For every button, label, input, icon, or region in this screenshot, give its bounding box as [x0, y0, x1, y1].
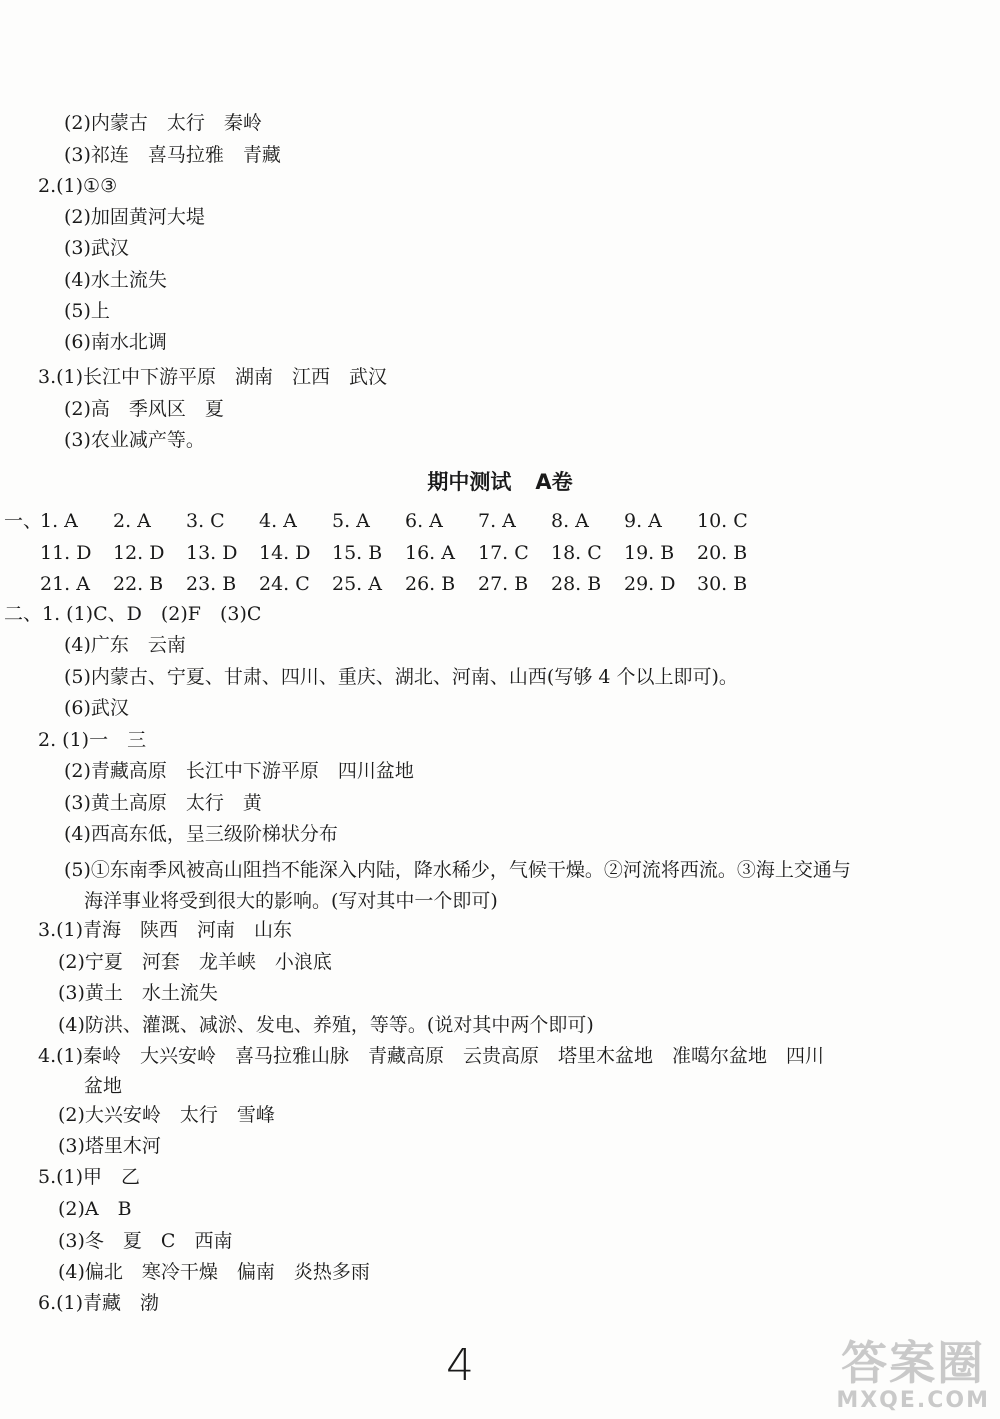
mc-answer: 27. B [478, 573, 529, 595]
watermark [836, 1338, 990, 1413]
mc-answer: 4. A [259, 510, 297, 532]
mc-answer: 14. D [259, 542, 311, 564]
answer-line: (2)高 季风区 夏 [64, 398, 224, 420]
mc-answer: 13. D [186, 542, 238, 564]
watermark-url: MXQE.COM [836, 1388, 990, 1413]
answer-line: (5)上 [64, 300, 110, 322]
answer-line: (4)水土流失 [64, 269, 167, 291]
mc-answer: 19. B [624, 542, 675, 564]
mc-answer: 7. A [478, 510, 516, 532]
answer-line: 二、1. (1)C、D (2)F (3)C [4, 603, 262, 625]
answer-line: 6.(1)青藏 渤 [38, 1292, 160, 1314]
answer-line: (6)武汉 [64, 697, 129, 719]
mc-answer: 22. B [113, 573, 164, 595]
answer-line: (3)黄土 水土流失 [58, 982, 218, 1004]
answer-line: 2.(1)①③ [38, 175, 118, 197]
mc-answer: 26. B [405, 573, 456, 595]
answer-line: 海洋事业将受到很大的影响。(写对其中一个即可) [84, 890, 498, 912]
answer-line: (4)西高东低，呈三级阶梯状分布 [64, 823, 338, 845]
mc-answer: 9. A [624, 510, 662, 532]
mc-answer: 2. A [113, 510, 151, 532]
mc-answer: 21. A [40, 573, 90, 595]
section-title [0, 468, 1000, 496]
answer-line: 5.(1)甲 乙 [38, 1166, 141, 1188]
mc-answer: 23. B [186, 573, 237, 595]
mc-answer: 25. A [332, 573, 382, 595]
mc-answer: 28. B [551, 573, 602, 595]
mc-answer: 10. C [697, 510, 748, 532]
answer-line: (3)祁连 喜马拉雅 青藏 [64, 144, 281, 166]
answer-line: (6)南水北调 [64, 331, 167, 353]
answer-line: (3)塔里木河 [58, 1135, 161, 1157]
answer-line: (2)大兴安岭 太行 雪峰 [58, 1104, 275, 1126]
answer-line: (2)宁夏 河套 龙羊峡 小浪底 [58, 951, 332, 973]
mc-answer: 24. C [259, 573, 310, 595]
answer-line: 3.(1)青海 陕西 河南 山东 [38, 919, 293, 941]
mc-answer: 8. A [551, 510, 589, 532]
mc-answer: 29. D [624, 573, 676, 595]
answer-line: (3)武汉 [64, 237, 129, 259]
answer-line: (2)青藏高原 长江中下游平原 四川盆地 [64, 760, 414, 782]
mc-answer: 17. C [478, 542, 529, 564]
answer-line: (3)黄土高原 太行 黄 [64, 792, 262, 814]
answer-line: (5)内蒙古、宁夏、甘肃、四川、重庆、湖北、河南、山西(写够 4 个以上即可)。 [64, 666, 738, 688]
mc-answer: 3. C [186, 510, 225, 532]
answer-line: (2)加固黄河大堤 [64, 206, 205, 228]
mc-answer: 12. D [113, 542, 165, 564]
answer-line: 4.(1)秦岭 大兴安岭 喜马拉雅山脉 青藏高原 云贵高原 塔里木盆地 准噶尔盆地 四川 [38, 1045, 825, 1067]
answer-line: (4)防洪、灌溉、减淤、发电、养殖，等等。(说对其中两个即可) [58, 1014, 594, 1036]
answer-line: 盆地 [84, 1075, 123, 1097]
answer-line: (4)广东 云南 [64, 634, 186, 656]
answer-line: (5)①东南季风被高山阻挡不能深入内陆，降水稀少，气候干燥。②河流将西流。③海上交通与 [64, 859, 851, 881]
mc-answer: 30. B [697, 573, 748, 595]
mc-answer: 11. D [40, 542, 92, 564]
mc-answer: 5. A [332, 510, 370, 532]
answer-line: (2)内蒙古 太行 秦岭 [64, 112, 262, 134]
mc-answer: 20. B [697, 542, 748, 564]
answer-line: 2. (1)一 三 [38, 729, 147, 751]
answer-line: (2)A B [58, 1198, 132, 1220]
mc-prefix: 一、 [4, 510, 43, 532]
mc-answer: 6. A [405, 510, 443, 532]
mc-answer: 1. A [40, 510, 78, 532]
answer-line: 3.(1)长江中下游平原 湖南 江西 武汉 [38, 366, 388, 388]
answer-line: (4)偏北 寒冷干燥 偏南 炎热多雨 [58, 1261, 370, 1283]
mc-answer: 15. B [332, 542, 383, 564]
mc-answer: 16. A [405, 542, 455, 564]
mc-answer: 18. C [551, 542, 602, 564]
watermark-logo: 答案圈 [841, 1336, 986, 1390]
page-number: 4 [446, 1340, 474, 1391]
answer-line: (3)农业减产等。 [64, 429, 205, 451]
answer-line: (3)冬 夏 C 西南 [58, 1230, 233, 1252]
section-title-paper: A卷 [535, 470, 573, 494]
section-title-main: 期中测试 [427, 470, 512, 494]
